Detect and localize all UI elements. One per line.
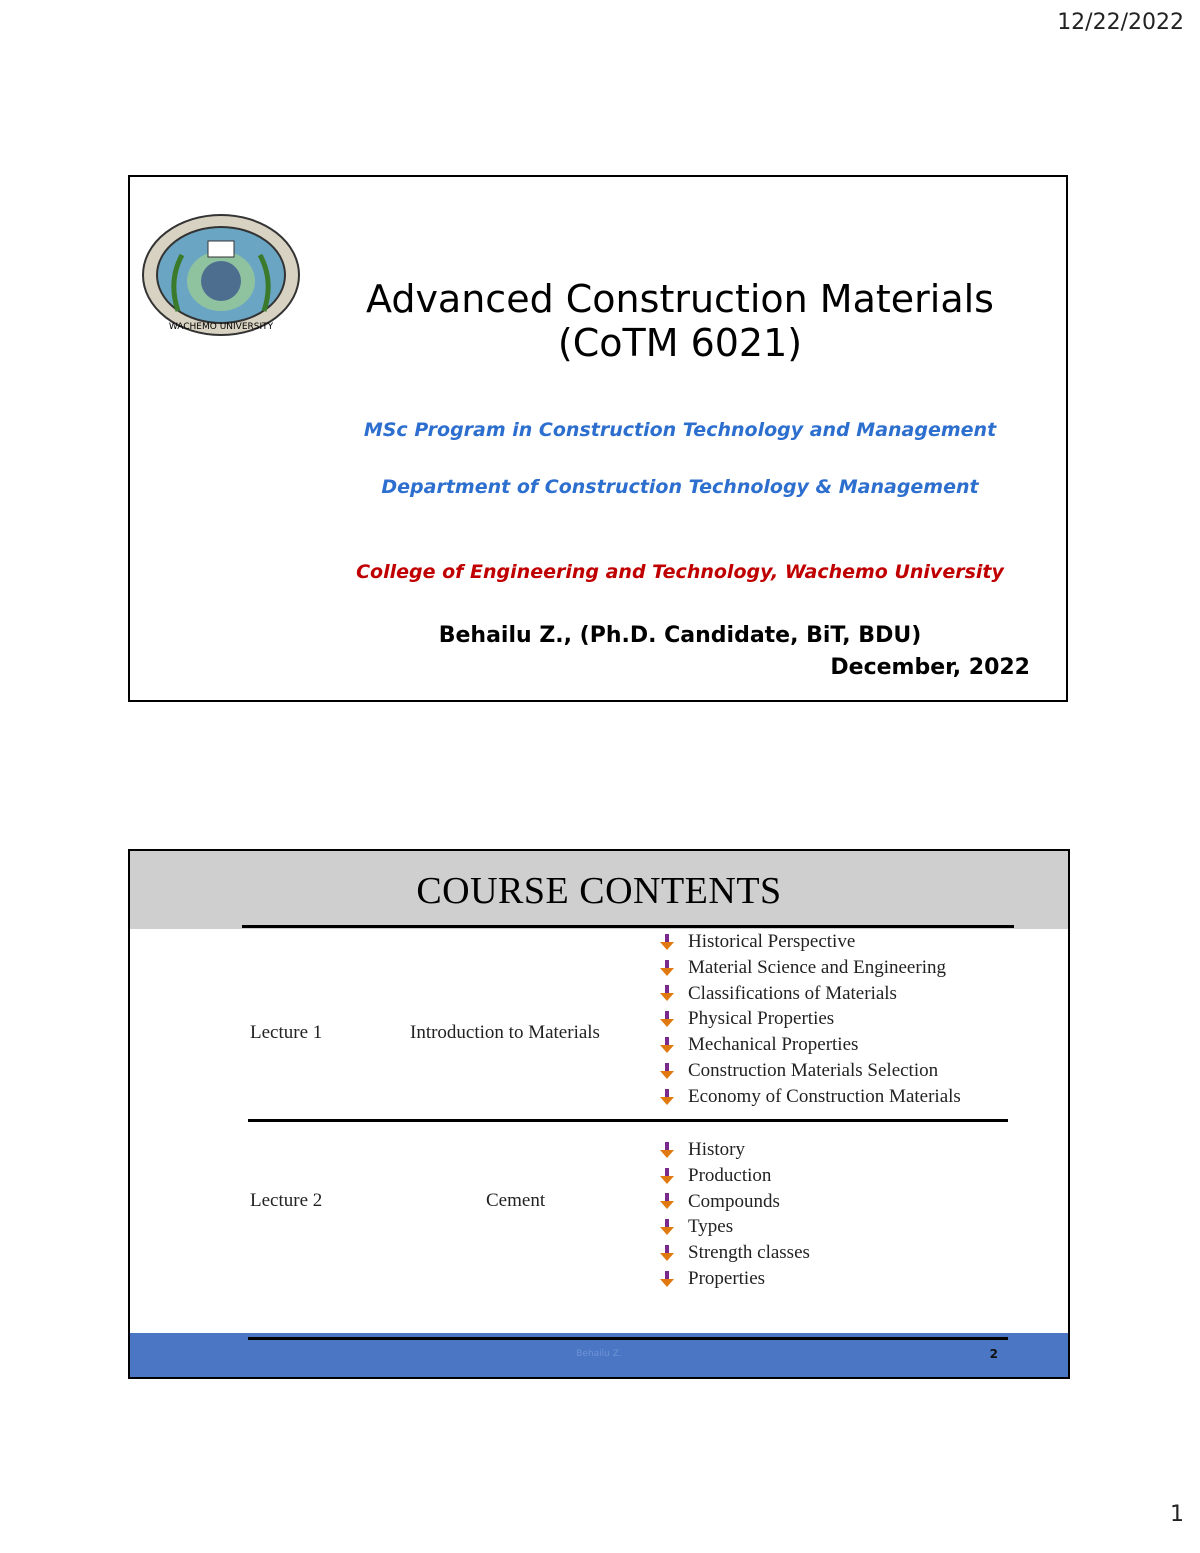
arrow-bullet-icon	[660, 1037, 674, 1053]
author-line: Behailu Z., (Ph.D. Candidate, BiT, BDU)	[438, 623, 922, 648]
list-item: Construction Materials Selection	[660, 1058, 961, 1084]
arrow-bullet-icon	[660, 1142, 674, 1158]
arrow-bullet-icon	[660, 934, 674, 950]
arrow-bullet-icon	[660, 1011, 674, 1027]
list-item: Mechanical Properties	[660, 1032, 961, 1058]
page-date: 12/22/2022	[1057, 10, 1184, 35]
lecture-2-topic: Cement	[486, 1190, 546, 1211]
slide-title: COURSE CONTENTS	[416, 870, 782, 912]
list-item: Classifications of Materials	[660, 981, 961, 1007]
lecture-1-list	[660, 929, 961, 1110]
arrow-bullet-icon	[660, 1089, 674, 1105]
list-item: Production	[660, 1163, 810, 1189]
lecture-1-topic: Introduction to Materials	[410, 1022, 600, 1043]
list-item: Material Science and Engineering	[660, 955, 961, 981]
row-divider	[248, 1119, 1008, 1122]
arrow-bullet-icon	[660, 1271, 674, 1287]
list-item: Compounds	[660, 1189, 810, 1215]
footer-rule	[248, 1337, 1008, 1340]
arrow-bullet-icon	[660, 1219, 674, 1235]
svg-text:WACHEMO UNIVERSITY: WACHEMO UNIVERSITY	[168, 322, 274, 332]
list-item: Properties	[660, 1266, 810, 1292]
university-logo	[138, 211, 304, 339]
list-item: Economy of Construction Materials	[660, 1084, 961, 1110]
lecture-2-list	[660, 1137, 810, 1292]
program-line: MSc Program in Construction Technology and Management	[363, 419, 997, 441]
department-line: Department of Construction Technology & Management	[381, 476, 979, 498]
slide-number: 2	[989, 1347, 998, 1361]
arrow-bullet-icon	[660, 960, 674, 976]
list-item: Types	[660, 1214, 810, 1240]
course-contents-slide	[128, 849, 1070, 1379]
arrow-bullet-icon	[660, 1168, 674, 1184]
list-item: Strength classes	[660, 1240, 810, 1266]
arrow-bullet-icon	[660, 1193, 674, 1209]
list-item: Physical Properties	[660, 1006, 961, 1032]
footer-author: Behailu Z.	[576, 1349, 622, 1359]
course-title: Advanced Construction Materials (CoTM 6021)	[366, 277, 994, 365]
arrow-bullet-icon	[660, 1063, 674, 1079]
slide-date: December, 2022	[830, 655, 1030, 680]
lecture-1-label: Lecture 1	[250, 1022, 323, 1043]
college-line: College of Engineering and Technology, Wachemo University	[356, 561, 1004, 583]
title-slide	[128, 175, 1068, 702]
list-item: Historical Perspective	[660, 929, 961, 955]
header-rule	[242, 925, 1014, 928]
page-number: 1	[1170, 1502, 1184, 1527]
arrow-bullet-icon	[660, 1245, 674, 1261]
list-item: History	[660, 1137, 810, 1163]
lecture-2-label: Lecture 2	[250, 1190, 323, 1211]
arrow-bullet-icon	[660, 985, 674, 1001]
